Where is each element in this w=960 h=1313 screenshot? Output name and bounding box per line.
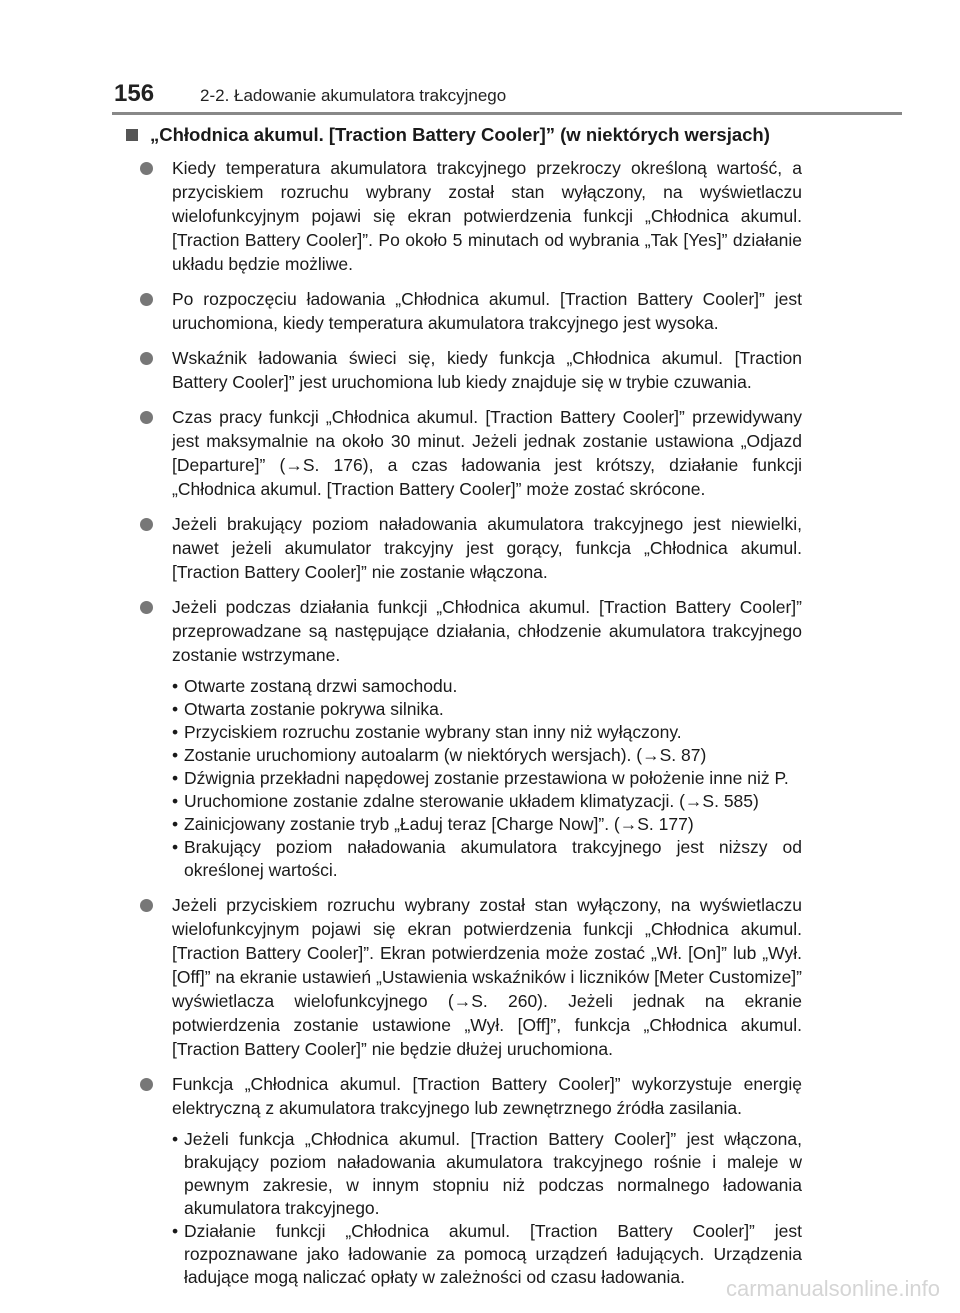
page-number: 156 bbox=[114, 80, 155, 107]
sub-bullet-icon: • bbox=[172, 722, 179, 742]
sub-list bbox=[126, 1128, 802, 1289]
sub-item-text: Brakujący poziom naładowania akumulatora trakcyjnego jest niższy od określonej wartości. bbox=[184, 837, 802, 880]
sub-list-item bbox=[172, 1220, 802, 1289]
sub-list-item bbox=[172, 675, 802, 698]
chapter-title: 2-2. Ładowanie akumulatora trakcyjnego bbox=[200, 86, 507, 105]
section-title-text: „Chłodnica akumul. [Traction Battery Cooler]” (w niektórych wersjach) bbox=[150, 124, 770, 145]
round-bullet-icon bbox=[140, 601, 153, 614]
sub-list-item bbox=[172, 836, 802, 882]
sub-item-text: Otwarte zostaną drzwi samochodu. bbox=[184, 676, 458, 696]
bullet-text: Jeżeli podczas działania funkcji „Chłodnica akumul. [Traction Battery Cooler]” przeprowadzane są następujące działania, chłodzenie akumulatora trakcyjnego zostanie wstrzymane. bbox=[172, 597, 802, 665]
bullet-text: Wskaźnik ładowania świeci się, kiedy funkcja „Chłodnica akumul. [Traction Battery Cooler]” jest uruchomiona lub kiedy znajduje się w trybie czuwania. bbox=[172, 348, 802, 392]
bullet-item bbox=[126, 156, 802, 276]
sub-item-text: Otwarta zostanie pokrywa silnika. bbox=[184, 699, 444, 719]
sub-item-text: Uruchomione zostanie zdalne sterowanie układem klimatyzacji. (→S. 585) bbox=[184, 791, 759, 811]
bullet-item bbox=[126, 595, 802, 667]
round-bullet-icon bbox=[140, 899, 153, 912]
bullet-item bbox=[126, 1072, 802, 1120]
sub-list-item bbox=[172, 744, 802, 767]
bullet-item bbox=[126, 287, 802, 335]
sub-item-text: Jeżeli funkcja „Chłodnica akumul. [Traction Battery Cooler]” jest włączona, brakujący poziom naładowania akumulatora trakcyjnego rośnie i maleje w pewnym zakresie, w innym stopniu niż podczas normalnego ładowania akumulatora trakcyjnego. bbox=[184, 1129, 802, 1218]
sub-list bbox=[126, 675, 802, 882]
sub-list-item bbox=[172, 813, 802, 836]
bullet-text: Kiedy temperatura akumulatora trakcyjnego przekroczy określoną wartość, a przyciskiem rozruchu wybrany został stan wyłączony, na wyświetlaczu wielofunkcyjnym pojawi się ekran potwierdzenia funkcji „Chłodnica akumul. [Traction Battery Cooler]”. Po około 5 minutach od wybrania „Tak [Yes]” działanie układu będzie możliwe. bbox=[172, 158, 802, 274]
sub-list-item bbox=[172, 1128, 802, 1220]
sub-item-text: Przyciskiem rozruchu zostanie wybrany stan inny niż wyłączony. bbox=[184, 722, 682, 742]
watermark: carmanualsonline.info bbox=[725, 1276, 940, 1301]
bullet-item bbox=[126, 893, 802, 1061]
sub-bullet-icon: • bbox=[172, 699, 179, 719]
round-bullet-icon bbox=[140, 293, 153, 306]
bullet-item bbox=[126, 405, 802, 501]
bullet-text: Po rozpoczęciu ładowania „Chłodnica akumul. [Traction Battery Cooler]” jest uruchomiona, kiedy temperatura akumulatora trakcyjnego jest wysoka. bbox=[172, 289, 802, 333]
sub-bullet-icon: • bbox=[172, 814, 179, 834]
round-bullet-icon bbox=[140, 411, 153, 424]
sub-bullet-icon: • bbox=[172, 676, 179, 696]
header-rule bbox=[112, 112, 902, 115]
sub-item-text: Zostanie uruchomiony autoalarm (w niektórych wersjach). (→S. 87) bbox=[184, 745, 707, 765]
round-bullet-icon bbox=[140, 162, 153, 175]
sub-bullet-icon: • bbox=[172, 768, 179, 788]
bullet-text: Funkcja „Chłodnica akumul. [Traction Battery Cooler]” wykorzystuje energię elektryczną z akumulatora trakcyjnego lub zewnętrznego źródła zasilania. bbox=[172, 1074, 802, 1118]
sub-item-text: Zainicjowany zostanie tryb „Ładuj teraz [Charge Now]”. (→S. 177) bbox=[184, 814, 694, 834]
bullet-list bbox=[126, 156, 802, 1289]
sub-list-item bbox=[172, 790, 802, 813]
sub-bullet-icon: • bbox=[172, 791, 179, 811]
bullet-item bbox=[126, 346, 802, 394]
page-header bbox=[112, 78, 902, 114]
bullet-item bbox=[126, 512, 802, 584]
sub-bullet-icon: • bbox=[172, 1221, 179, 1241]
bullet-text: Jeżeli brakujący poziom naładowania akumulatora trakcyjnego jest niewielki, nawet jeżeli akumulator trakcyjny jest gorący, funkcja „Chłodnica akumul. [Traction Battery Cooler]” nie zostanie włączona. bbox=[172, 514, 802, 582]
sub-item-text: Działanie funkcji „Chłodnica akumul. [Traction Battery Cooler]” jest rozpoznawane jako ładowanie za pomocą urządzeń ładujących. Urządzenia ładujące mogą naliczać opłaty w zależności od czasu ładowania. bbox=[184, 1221, 802, 1287]
round-bullet-icon bbox=[140, 1078, 153, 1091]
square-bullet-icon bbox=[126, 129, 138, 141]
section-heading bbox=[126, 122, 802, 148]
sub-item-text: Dźwignia przekładni napędowej zostanie przestawiona w położenie inne niż P. bbox=[184, 768, 789, 788]
sub-list-item bbox=[172, 767, 802, 790]
round-bullet-icon bbox=[140, 352, 153, 365]
sub-bullet-icon: • bbox=[172, 837, 179, 857]
sub-list-item bbox=[172, 721, 802, 744]
sub-bullet-icon: • bbox=[172, 1129, 179, 1149]
bullet-text: Czas pracy funkcji „Chłodnica akumul. [Traction Battery Cooler]” przewidywany jest maksymalnie na około 30 minut. Jeżeli jednak zostanie ustawiona „Odjazd [Departure]” (→S. 176), a czas ładowania jest krótszy, działanie funkcji „Chłodnica akumul. [Traction Battery Cooler]” może zostać skrócone. bbox=[172, 407, 802, 499]
main-content bbox=[126, 122, 802, 1289]
bullet-text: Jeżeli przyciskiem rozruchu wybrany został stan wyłączony, na wyświetlaczu wielofunkcyjnym pojawi się ekran potwierdzenia funkcji „Chłodnica akumul. [Traction Battery Cooler]”. Ekran potwierdzenia może zostać „Wł. [On]” lub „Wył. [Off]” na ekranie ustawień „Ustawienia wskaźników i liczników [Meter Customize]” wyświetlacza wielofunkcyjnego (→S. 260). Jeżeli jednak na ekranie potwierdzenia zostanie ustawione „Wył. [Off]”, funkcja „Chłodnica akumul. [Traction Battery Cooler]” nie będzie dłużej uruchomiona. bbox=[172, 895, 802, 1059]
sub-list-item bbox=[172, 698, 802, 721]
round-bullet-icon bbox=[140, 518, 153, 531]
sub-bullet-icon: • bbox=[172, 745, 179, 765]
